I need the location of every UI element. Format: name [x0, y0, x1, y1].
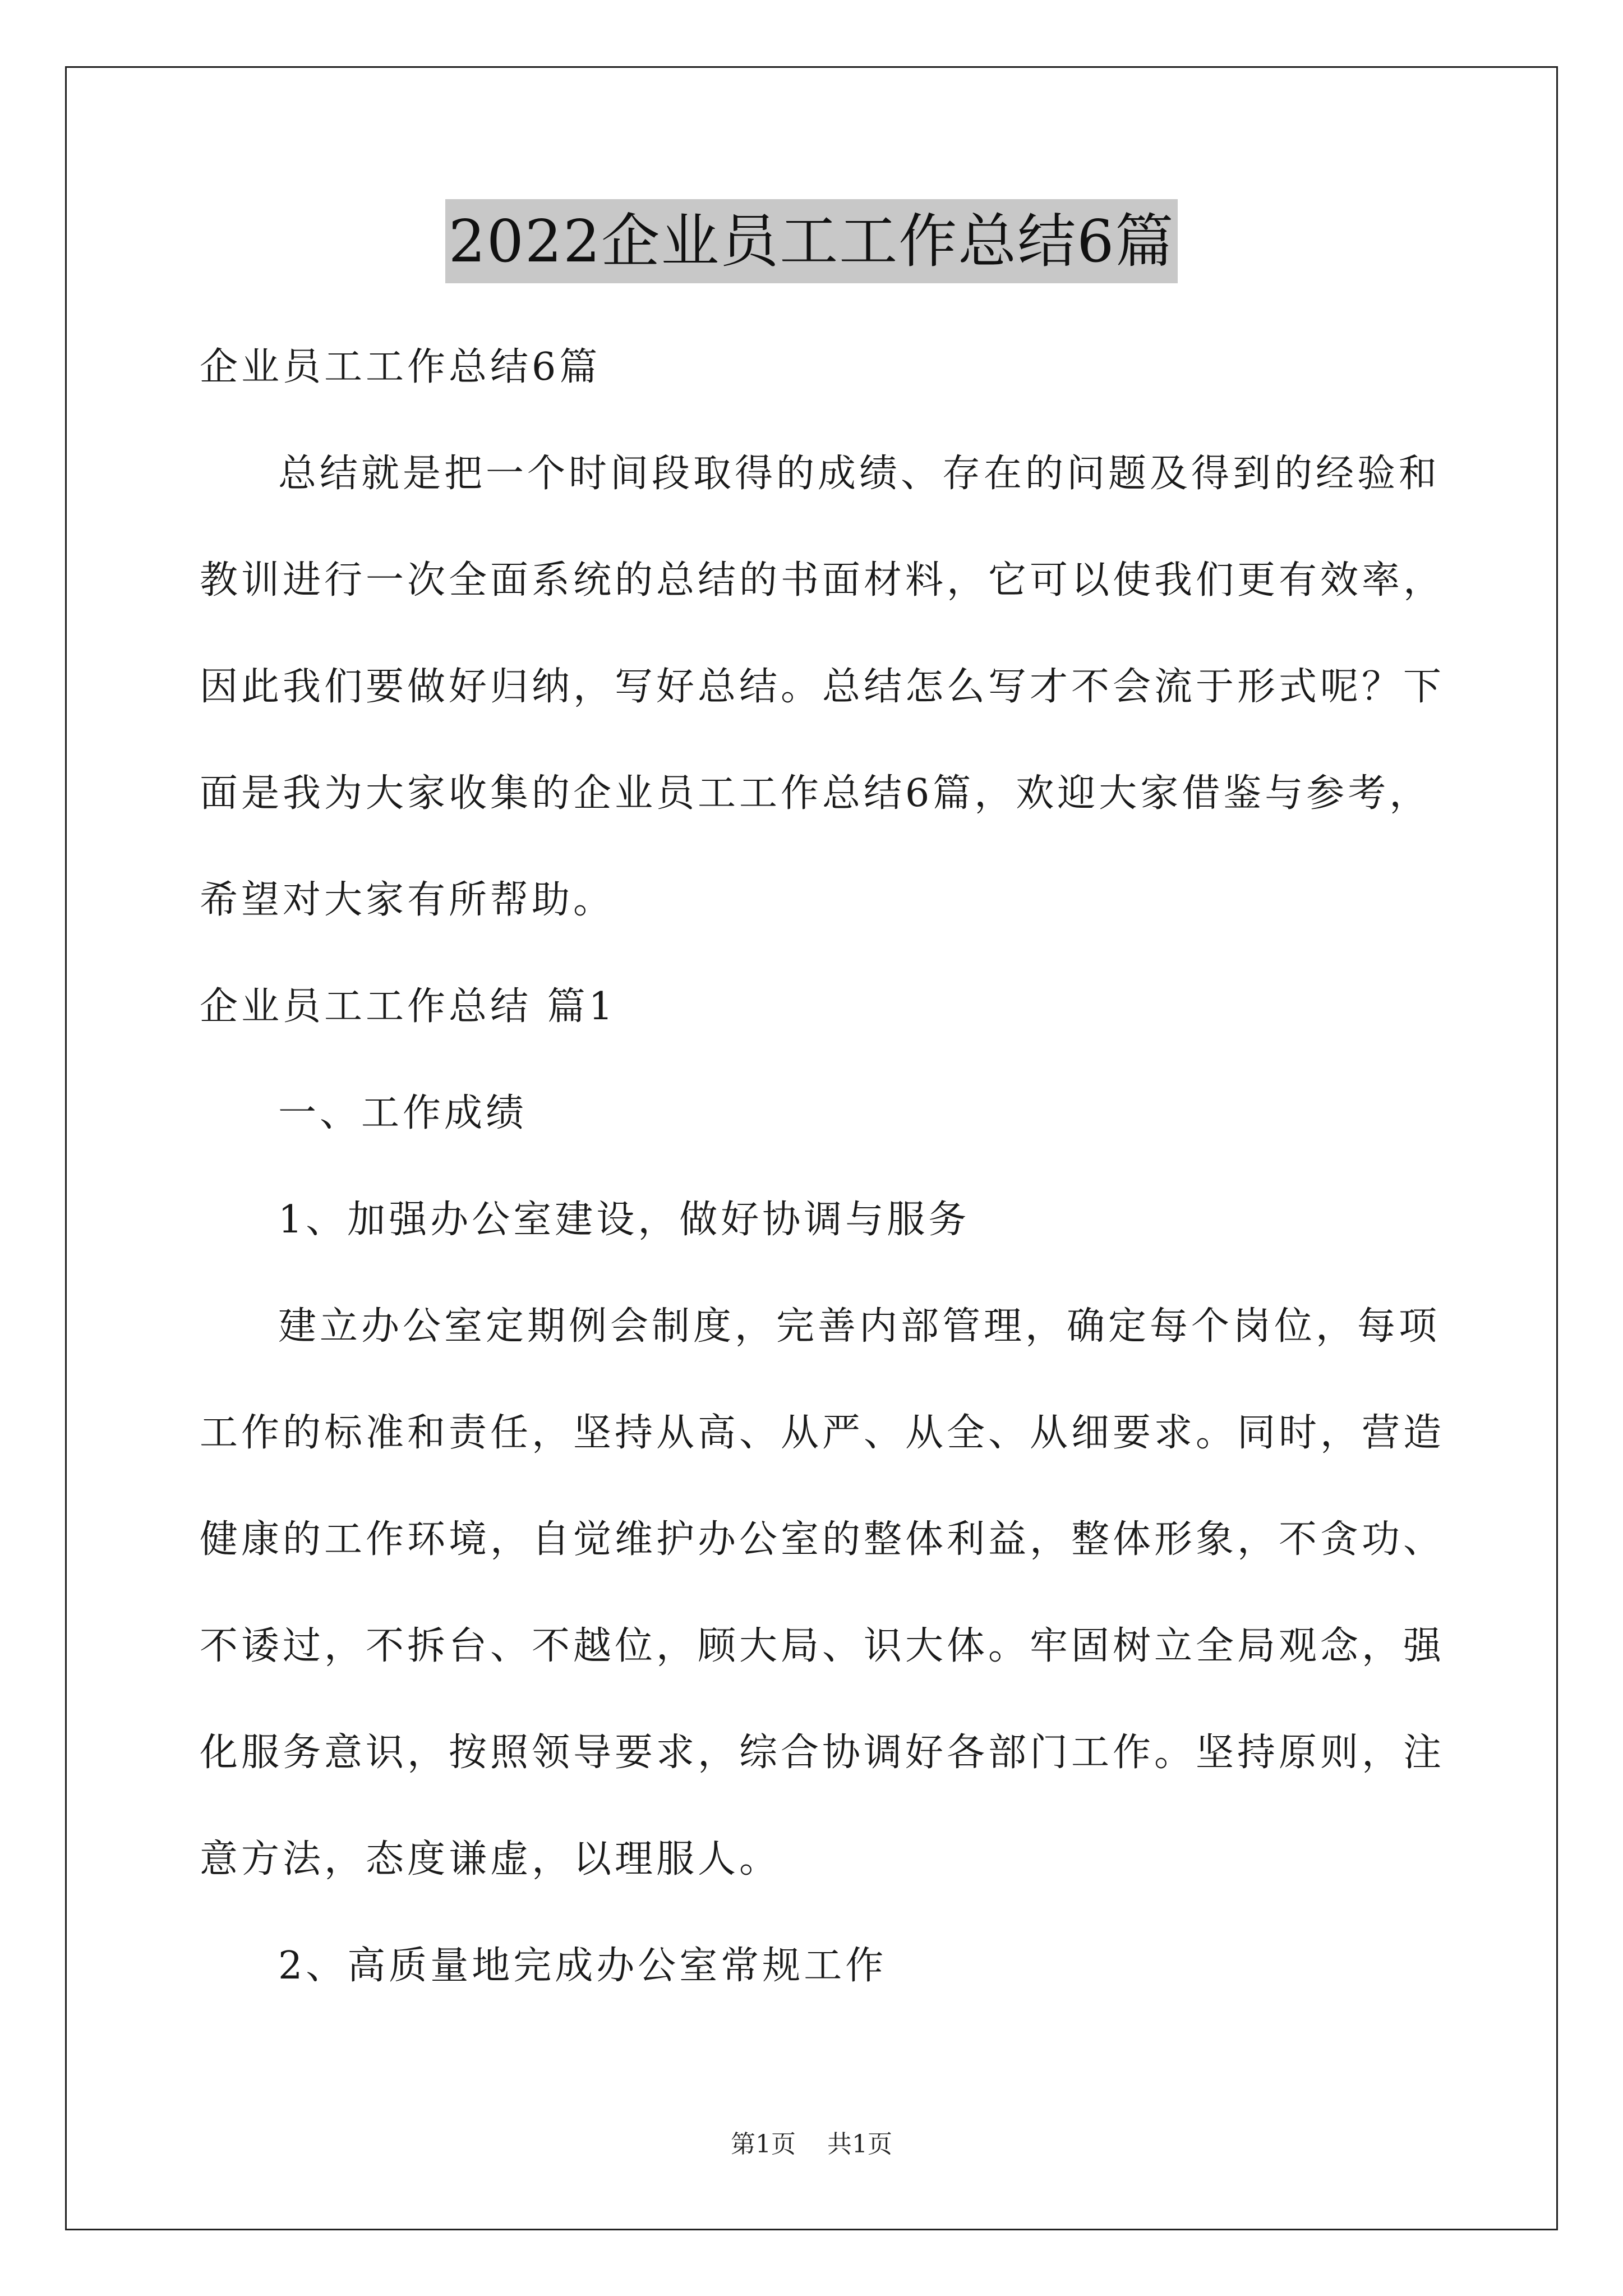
text-line: 希望对大家有所帮助。 [200, 878, 615, 922]
item-heading: 2、高质量地完成办公室常规工作 [278, 1944, 887, 1988]
section-heading: 企业员工工作总结 篇1 [200, 984, 616, 1029]
text-line: 因此我们要做好归纳，写好总结。总结怎么写才不会流于形式呢？下 [200, 665, 1445, 709]
text-line: 面是我为大家收集的企业员工工作总结6篇，欢迎大家借鉴与参考， [200, 771, 1431, 816]
subsection-heading: 一、工作成绩 [278, 1091, 528, 1135]
text-line: 化服务意识，按照领导要求，综合协调好各部门工作。坚持原则，注 [200, 1731, 1445, 1775]
page-number: 第1页 [731, 2130, 796, 2159]
text-line: 教训进行一次全面系统的总结的书面材料，它可以使我们更有效率， [200, 558, 1445, 602]
page-total: 共1页 [827, 2130, 892, 2159]
item-heading: 1、加强办公室建设，做好协调与服务 [278, 1198, 970, 1242]
text-line: 总结就是把一个时间段取得的成绩、存在的问题及得到的经验和 [278, 452, 1441, 496]
text-line: 意方法，态度谦虚，以理服人。 [200, 1837, 781, 1881]
document-body [200, 314, 1445, 2019]
text-line: 企业员工工作总结6篇 [200, 345, 601, 389]
document-title: 2022企业员工工作总结6篇 [445, 199, 1178, 283]
text-line: 工作的标准和责任，坚持从高、从严、从全、从细要求。同时，营造 [200, 1411, 1445, 1455]
title-container [0, 199, 1623, 283]
text-line: 建立办公室定期例会制度，完善内部管理，确定每个岗位，每项 [278, 1304, 1441, 1349]
text-line: 不诿过，不拆台、不越位，顾大局、识大体。牢固树立全局观念，强 [200, 1624, 1445, 1668]
text-line: 健康的工作环境，自觉维护办公室的整体利益，整体形象，不贪功、 [200, 1517, 1445, 1562]
page-footer [0, 2128, 1623, 2161]
